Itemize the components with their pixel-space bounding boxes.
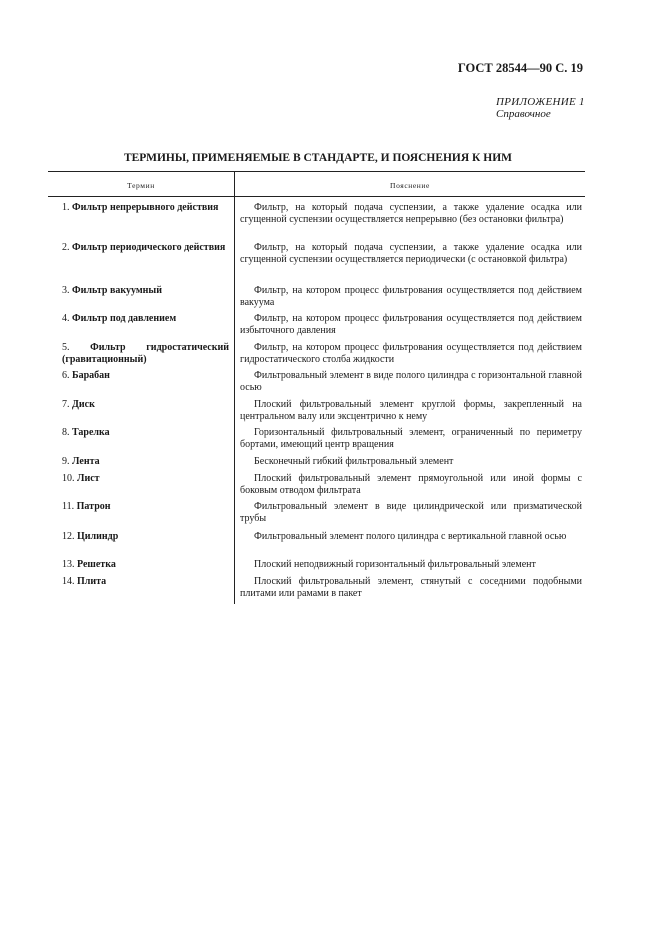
table-row <box>48 370 585 399</box>
table-row <box>48 313 585 342</box>
term-number: 1. <box>62 202 70 213</box>
explanation-cell: Фильтр, на который подача суспензии, а также удаление осадка или сгущенной суспензии осуществляется периодически (с остановкой фильтра) <box>240 242 582 266</box>
term-number: 11. <box>62 501 75 512</box>
term-name: Лента <box>72 456 100 467</box>
term-cell <box>48 342 234 370</box>
term-number: 10. <box>62 473 75 484</box>
explanation-cell: Фильтр, на котором процесс фильтрования осуществляется под действием гидростатического столба жидкости <box>240 342 582 366</box>
table-row <box>48 531 585 559</box>
table-header-rule <box>48 196 585 197</box>
table-row <box>48 427 585 456</box>
appendix-subtitle: Справочное <box>496 108 551 120</box>
table-body <box>48 202 585 604</box>
table-row <box>48 399 585 427</box>
explanation-cell: Фильтр, на котором процесс фильтрования осуществляется под действием избыточного давления <box>240 313 582 337</box>
table-row <box>48 285 585 313</box>
term-number: 8. <box>62 427 70 438</box>
table-top-rule <box>48 171 585 172</box>
terms-table <box>48 171 585 604</box>
term-number: 14. <box>62 576 75 587</box>
table-row <box>48 501 585 531</box>
explanation-cell: Горизонтальный фильтровальный элемент, ограниченный по периметру бортами, имеющий центр вращения <box>240 427 582 451</box>
explanation-cell: Плоский фильтровальный элемент прямоугольной или иной формы с боковым отводом фильтрата <box>240 473 582 497</box>
term-number: 9. <box>62 456 70 467</box>
term-number: 7. <box>62 399 70 410</box>
term-cell <box>48 501 234 531</box>
term-name: Фильтр периодического действия <box>72 242 226 253</box>
term-cell <box>48 531 234 559</box>
term-cell <box>48 399 234 427</box>
term-number: 5. <box>62 342 70 353</box>
term-cell <box>48 473 234 501</box>
term-name: Тарелка <box>72 427 110 438</box>
term-number: 2. <box>62 242 70 253</box>
table-row <box>48 456 585 473</box>
appendix-title: ПРИЛОЖЕНИЕ 1 <box>496 96 585 108</box>
explanation-cell: Фильтр, на который подача суспензии, а также удаление осадка или сгущенной суспензии осуществляется непрерывно (без остановки фильтра) <box>240 202 582 226</box>
term-cell <box>48 370 234 399</box>
term-cell <box>48 559 234 576</box>
term-name: Патрон <box>76 501 111 512</box>
table-row <box>48 473 585 501</box>
term-cell <box>48 242 234 285</box>
column-header-explanation: Пояснение <box>390 181 430 190</box>
explanation-cell: Плоский неподвижный горизонтальный фильтровальный элемент <box>254 559 536 570</box>
table-row <box>48 202 585 242</box>
explanation-cell: Бесконечный гибкий фильтровальный элемент <box>254 456 454 467</box>
term-number: 12. <box>62 531 75 542</box>
page-header-code: ГОСТ 28544—90 С. 19 <box>457 61 583 75</box>
term-cell <box>48 202 234 242</box>
term-name: Фильтр гидростатический (гравитационный) <box>62 342 230 366</box>
term-name: Фильтр под давлением <box>72 313 177 324</box>
term-name: Фильтр непрерывного действия <box>72 202 219 213</box>
table-row <box>48 576 585 604</box>
term-name: Цилиндр <box>77 531 119 542</box>
appendix-label <box>496 96 585 120</box>
term-name: Фильтр вакуумный <box>72 285 162 296</box>
term-number: 4. <box>62 313 70 324</box>
term-name: Диск <box>72 399 95 410</box>
term-name: Плита <box>77 576 107 587</box>
explanation-cell: Плоский фильтровальный элемент круглой формы, закрепленный на центральном валу или эксцентрично к нему <box>240 399 582 423</box>
explanation-cell: Фильтровальный элемент полого цилиндра с вертикальной главной осью <box>254 531 567 542</box>
term-name: Лист <box>77 473 100 484</box>
table-row <box>48 242 585 285</box>
term-cell <box>48 427 234 456</box>
explanation-cell: Фильтровальный элемент в виде цилиндрической или призматической трубы <box>240 501 582 525</box>
table-row <box>48 342 585 370</box>
term-cell <box>48 285 234 313</box>
term-cell <box>48 576 234 604</box>
term-cell <box>48 456 234 473</box>
term-number: 6. <box>62 370 70 381</box>
term-number: 13. <box>62 559 75 570</box>
column-header-term: Термин <box>127 181 155 190</box>
table-row <box>48 559 585 576</box>
term-number: 3. <box>62 285 70 296</box>
term-name: Решетка <box>77 559 116 570</box>
term-cell <box>48 313 234 342</box>
explanation-cell: Фильтровальный элемент в виде полого цилиндра с горизонтальной главной осью <box>240 370 582 394</box>
explanation-cell: Фильтр, на котором процесс фильтрования осуществляется под действием вакуума <box>240 285 582 309</box>
term-name: Барабан <box>72 370 110 381</box>
document-title: ТЕРМИНЫ, ПРИМЕНЯЕМЫЕ В СТАНДАРТЕ, И ПОЯСНЕНИЯ К НИМ <box>123 152 513 164</box>
explanation-cell: Плоский фильтровальный элемент, стянутый с соседними подобными плитами или рамами в пакет <box>240 576 582 600</box>
